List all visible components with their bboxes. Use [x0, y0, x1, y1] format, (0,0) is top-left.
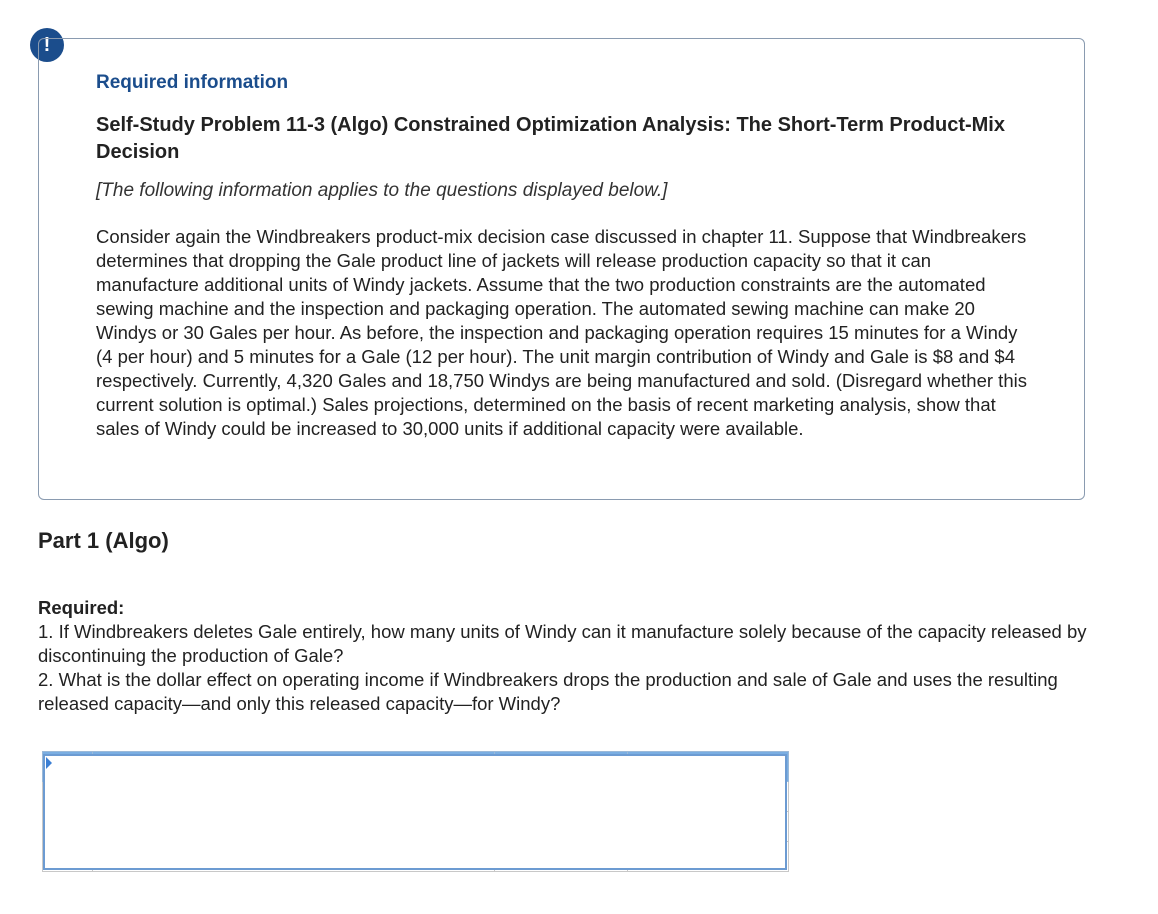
required-information-panel [38, 38, 1085, 500]
part-title: Part 1 (Algo) [38, 528, 169, 553]
applies-note: [The following information applies to the questions displayed below.] [96, 180, 668, 201]
required-label: Required: [38, 597, 125, 618]
alert-icon: ! [30, 28, 64, 62]
problem-title: Self-Study Problem 11-3 (Algo) Constrained Optimization Analysis: The Short-Term Product-Mix Decision [96, 114, 1005, 163]
question-1: 1. If Windbreakers deletes Gale entirely, how many units of Windy can it manufacture solely because of the capacity released by discontinuing the production of Gale? [38, 621, 1087, 666]
answer-table [42, 751, 789, 872]
dollar-effect-direction-select[interactable] [43, 754, 787, 870]
problem-description: Consider again the Windbreakers product-mix decision case discussed in chapter 11. Suppose that Windbreakers determines that dropping the Gale product line of jackets will release production capacity so that it can manufacture additional units of Windy jackets. Assume that the two production constraints are the automated sewing machine and the inspection and packaging operation. The automated sewing machine can make 20 Windys or 30 Gales per hour. As before, the inspection and packaging operation requires 15 minutes for a Windy (4 per hour) and 5 minutes for a Gale (12 per hour). The unit margin contribution of Windy and Gale is $8 and $4 respectively. Currently, 4,320 Gales and 18,750 Windys are being manufactured and sold. (Disregard whether this current solution is optimal.) Sales projections, determined on the basis of recent marketing analysis, show that sales of Windy could be increased to 30,000 units if additional capacity were available. [96, 226, 1027, 439]
table-row [43, 842, 789, 872]
required-information-heading: Required information [96, 72, 289, 93]
question-2: 2. What is the dollar effect on operating income if Windbreakers drops the production and sale of Gale and uses the resulting released capacity—and only this released capacity—for Windy? [38, 669, 1058, 714]
triangle-marker-icon [46, 757, 52, 769]
required-section [38, 596, 1133, 716]
